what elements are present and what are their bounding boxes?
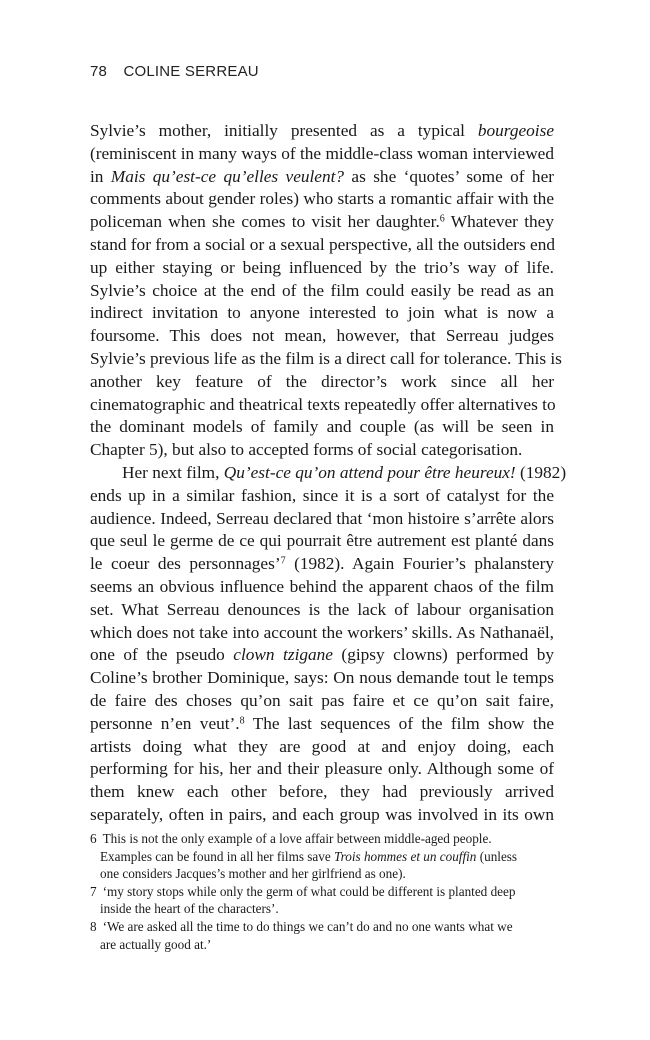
italic-term: bourgeoise bbox=[477, 121, 554, 140]
body-line: Sylvie’s choice at the end of the film could easily be read as an bbox=[90, 280, 554, 300]
body-line: Chapter 5), but also to accepted forms of social categorisation. bbox=[90, 440, 523, 460]
footnote-7 bbox=[90, 883, 554, 901]
text-run: (1982). Again Fourier’s phalanstery bbox=[285, 554, 554, 574]
text-run: The last sequences of the film show the bbox=[244, 713, 555, 733]
body-line: cinematographic and theatrical texts repeatedly offer alternatives to bbox=[90, 394, 556, 414]
body-line: artists doing what they are good at and enjoy doing, each bbox=[90, 736, 554, 756]
body-line bbox=[90, 644, 554, 667]
body-line: them knew each other before, they had previously arrived bbox=[90, 782, 554, 802]
footnote-text: ‘We are asked all the time to do things we can’t do and no one wants what we bbox=[102, 918, 513, 934]
italic-term: clown tzigane bbox=[233, 645, 333, 665]
body-line: set. What Serreau denounces is the lack of labour organisation bbox=[90, 599, 554, 619]
body-line: up either staying or being influenced by the trio’s way of life. bbox=[90, 257, 554, 277]
text-run: le coeur des personnages’ bbox=[90, 554, 281, 574]
body-line: foursome. This does not mean, however, that Serreau judges bbox=[90, 326, 554, 346]
footnote-text: ‘my story stops while only the germ of what could be different is planted deep bbox=[102, 883, 516, 899]
body-line bbox=[90, 462, 567, 485]
footnote-line: are actually good at.’ bbox=[100, 936, 212, 952]
text-run: one of the pseudo bbox=[90, 645, 234, 665]
running-title: COLINE SERREAU bbox=[123, 63, 259, 80]
body-line: separately, often in pairs, and each group was involved in its own bbox=[90, 804, 554, 824]
body-line: (reminiscent in many ways of the middle-class woman interviewed bbox=[90, 143, 554, 163]
footnote-text: This is not the only example of a love affair between middle-aged people. bbox=[102, 831, 492, 846]
text-run: Whatever they bbox=[444, 212, 554, 232]
footnote-text: (unless bbox=[476, 848, 518, 864]
footnote-number: 6 bbox=[90, 831, 97, 846]
text-run: personne n’en veut’. bbox=[90, 713, 240, 733]
footnotes bbox=[90, 830, 554, 953]
body-line: audience. Indeed, Serreau declared that ‘mon histoire s’arrête alors bbox=[90, 508, 554, 528]
body-line bbox=[90, 713, 554, 736]
film-title: Mais qu’est-ce qu’elles veulent? bbox=[110, 166, 345, 186]
body-line: performing for his, her and their pleasure only. Although some of bbox=[90, 759, 554, 779]
body-line bbox=[90, 553, 554, 576]
text-run: (gipsy clowns) performed by bbox=[332, 645, 554, 665]
footnote-line: one considers Jacques’s mother and her girlfriend as one). bbox=[100, 866, 406, 882]
footnote-text: Examples can be found in all her films save bbox=[100, 848, 335, 864]
body-line: comments about gender roles) who starts a romantic affair with the bbox=[90, 189, 554, 209]
text-run: in bbox=[90, 166, 111, 186]
footnote-line: inside the heart of the characters’. bbox=[100, 901, 279, 917]
footnote-6 bbox=[90, 830, 554, 848]
footnote-ref[interactable]: 8 bbox=[239, 715, 245, 727]
body-line: stand for from a social or a sexual perspective, all the outsiders end bbox=[90, 234, 555, 254]
body-line: seems an obvious influence behind the apparent chaos of the film bbox=[90, 576, 554, 596]
text-run: (1982) bbox=[515, 462, 567, 482]
page-number: 78 bbox=[90, 63, 108, 80]
body-line: Coline’s brother Dominique, says: On nous demande tout le temps bbox=[90, 668, 554, 688]
footnote-number: 8 bbox=[90, 918, 97, 934]
body-line: which does not take into account the workers’ skills. As Nathanaël, bbox=[90, 622, 554, 642]
body-line: que seul le germe de ce qui pourrait être autrement est planté dans bbox=[90, 531, 554, 551]
footnote-line bbox=[90, 848, 554, 866]
footnote-ref[interactable]: 7 bbox=[280, 555, 286, 567]
text-run: policeman when she comes to visit her daughter. bbox=[90, 212, 440, 232]
body-text bbox=[90, 120, 567, 827]
footnote-8 bbox=[90, 918, 554, 936]
text-run: as she ‘quotes’ some of her bbox=[344, 166, 554, 186]
body-line: another key feature of the director’s work since all her bbox=[90, 371, 554, 391]
body-line: the dominant models of family and couple (as will be seen in bbox=[90, 417, 554, 437]
body-line: ends up in a similar fashion, since it is a sort of catalyst for the bbox=[90, 485, 554, 505]
running-header bbox=[90, 63, 259, 80]
body-line: Sylvie’s previous life as the film is a direct call for tolerance. This is bbox=[90, 348, 562, 368]
film-title: Trois hommes et un couffin bbox=[334, 848, 477, 864]
footnote-ref[interactable]: 6 bbox=[439, 213, 445, 225]
text-run: Her next film, bbox=[122, 462, 224, 482]
film-title: Qu’est-ce qu’on attend pour être heureux! bbox=[223, 462, 516, 482]
text-run: Sylvie’s mother, initially presented as a typical bbox=[90, 121, 478, 140]
body-line bbox=[90, 211, 554, 234]
footnote-number: 7 bbox=[90, 883, 97, 899]
body-line: de faire des choses qu’on sait pas faire et ce qu’on sait faire, bbox=[90, 690, 554, 710]
body-line bbox=[90, 166, 554, 189]
body-line bbox=[90, 120, 554, 143]
body-line: indirect invitation to anyone interested to join what is now a bbox=[90, 303, 554, 323]
